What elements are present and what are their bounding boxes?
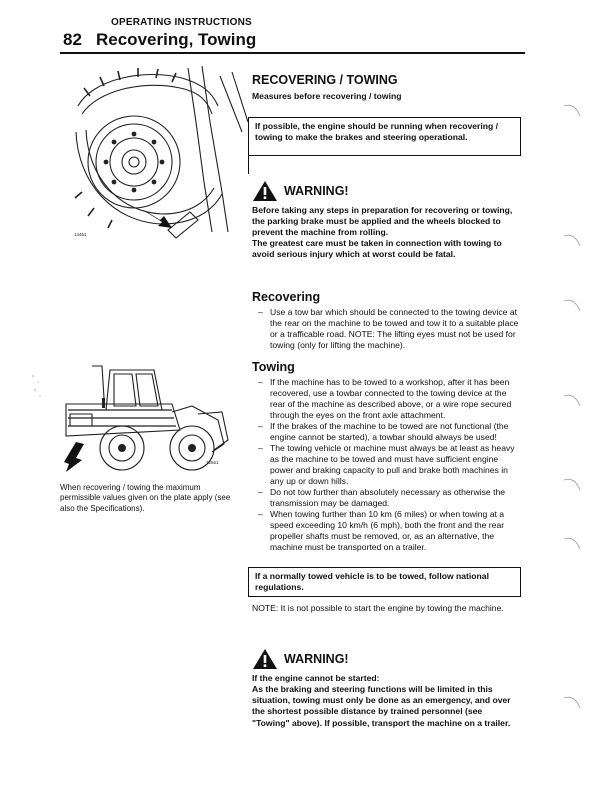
warning-2-line-1: If the engine cannot be started: [252, 673, 380, 683]
binder-mark [562, 297, 582, 313]
regulations-box [248, 567, 521, 597]
wheel-towing-illustration [72, 62, 250, 240]
warning-2 [252, 648, 349, 670]
wheel-loader-illustration [62, 360, 230, 478]
towing-list [258, 377, 520, 553]
warning-1-text-1: Before taking any steps in preparation for recovering or towing, the parking brake must be applied and the wheels blocked to prevent the machine from rolling. [252, 205, 513, 238]
binder-mark [562, 476, 582, 492]
engine-note-text: If possible, the engine should be running when recovering / towing to make the brakes and steering operational. [255, 121, 499, 143]
regulations-text: If a normally towed vehicle is to be towed, follow national regulations. [255, 571, 489, 593]
binder-mark [562, 694, 582, 710]
binder-mark [562, 535, 582, 551]
page-number: 82 [63, 30, 82, 49]
binder-mark [562, 232, 582, 248]
warning-1 [252, 180, 349, 202]
page-title: Recovering, Towing [96, 30, 257, 49]
warning-1-text-2: The greatest care must be taken in connection with towing to avoid serious injury which at worst could be fatal. [252, 238, 502, 260]
towing-item: – When towing further than 10 km (6 miles) or when towing at a speed exceeding 10 km/h (6 mph), both the front and the rear propeller shafts must be removed, or, as an alternative, the machine must be transported on a trailer. [258, 509, 520, 553]
recovering-list [258, 307, 520, 351]
warning-triangle-icon [252, 180, 278, 202]
header-rule [60, 52, 525, 54]
engine-note-box [248, 117, 521, 156]
towing-heading: Towing [252, 360, 295, 374]
binder-mark [562, 102, 582, 118]
warning-2-line-2: As the braking and steering functions will be limited in this situation, towing must only be done as an emergency, and over the shortest possible distance by trained personnel (see "Towing" above). If possible, transport the machine on a trailer. [252, 684, 511, 728]
main-title: RECOVERING / TOWING [252, 73, 398, 87]
figure-1-code: 14461 [74, 232, 87, 237]
towing-item: – If the machine has to be towed to a workshop, after it has been recovered, use a towbar connected to the towing device at the rear of the machine as described above, or a wire rope secured through the eyes on the front axle attachment. [258, 377, 520, 421]
warning-1-label: WARNING! [284, 184, 349, 198]
figure-caption: When recovering / towing the maximum permissible values given on the plate apply (see also the Specifications). [60, 483, 231, 513]
main-subtitle: Measures before recovering / towing [252, 91, 402, 101]
binder-mark [562, 392, 582, 408]
recovering-heading: Recovering [252, 290, 321, 304]
towing-item: – If the brakes of the machine to be towed are not functional (the engine cannot be started), a towbar should always be used! [258, 421, 520, 443]
section-label: OPERATING INSTRUCTIONS [111, 17, 252, 28]
warning-2-label: WARNING! [284, 652, 349, 666]
warning-triangle-icon [252, 648, 278, 670]
recovering-item: – Use a tow bar which should be connected to the towing device at the rear on the machine to be towed and tow it to a suitable place or a trafficable road. NOTE: The lifting eyes must not be used for towing (only for lifting the machine). [258, 307, 520, 351]
note-box-rule [248, 156, 249, 174]
towing-item: – The towing vehicle or machine must always be at least as heavy as the machine to be towed and must have sufficient engine power and braking capacity to pull and brake both machines in any up or down hills. [258, 443, 520, 487]
scan-speckle-decoration [30, 372, 44, 402]
towing-item: – Do not tow further than absolutely necessary as otherwise the transmission may be damaged. [258, 487, 520, 509]
engine-start-note: NOTE: It is not possible to start the engine by towing the machine. [252, 603, 504, 613]
figure-2-code: 12561 [206, 460, 219, 465]
